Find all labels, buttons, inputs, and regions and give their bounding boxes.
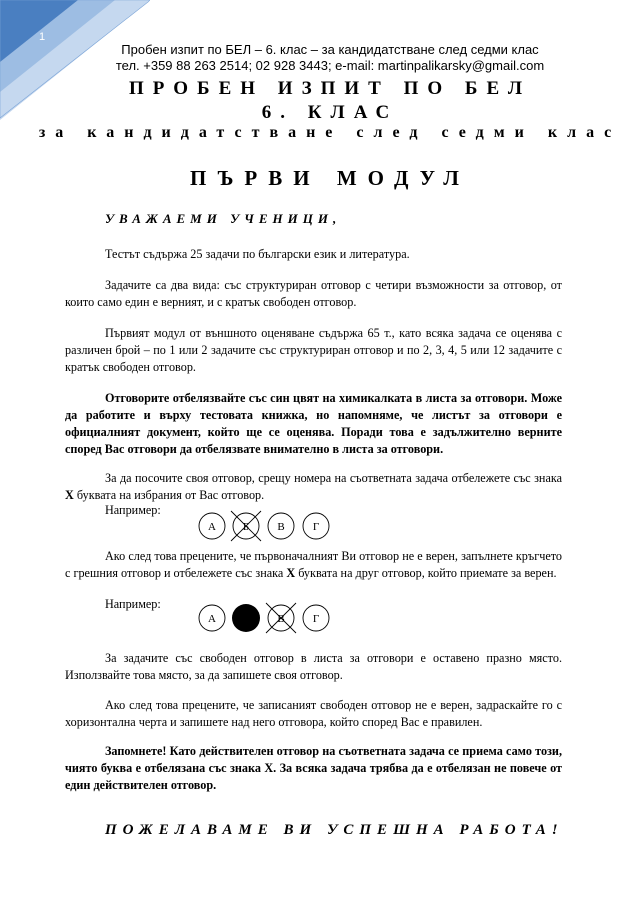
paragraph-scoring: Първият модул от външното оценяване съдържа 65 т., като всяка задача се оценява с различен брой – по 1 или 2 задачите със структуриран отговор и по 2, 3, 4, 5 или 12 задачите с кратък свободен отговор. xyxy=(65,326,562,374)
example-label-2: Например: xyxy=(105,597,161,611)
page-number: 1 xyxy=(39,31,46,43)
svg-text:Б: Б xyxy=(242,521,250,533)
paragraph-marking: За да посочите своя отговор, срещу номера на съответната задача отбележете със знака Х буквата на избрания от Вас отговор. xyxy=(65,471,562,502)
paragraph-intro: Тестът съдържа 25 задачи по български език и литература. xyxy=(105,247,410,261)
title-grade: 6. КЛАС xyxy=(261,102,399,123)
option-circle-v xyxy=(266,603,296,633)
title-exam: ПРОБЕН ИЗПИТ ПО БЕЛ xyxy=(128,78,532,99)
paragraph-task-types: Задачите са два вида: със структуриран отговор с четири възможности за отговор, от които само един е верният, и с кратък свободен отговор. xyxy=(65,278,562,309)
option-circle-a xyxy=(199,605,225,631)
svg-text:А: А xyxy=(208,521,216,533)
svg-text:Г: Г xyxy=(312,521,320,533)
option-circle-b-filled xyxy=(232,604,260,632)
option-circle-v xyxy=(268,513,294,539)
svg-text:Г: Г xyxy=(312,613,320,625)
header-line-contact: тел. +359 88 263 2514; 02 928 3443; e-mail: martinpalikarsky@gmail.com xyxy=(115,58,545,73)
option-circle-g xyxy=(303,605,329,631)
paragraph-correction: Ако след това прецените, че първоначалният Ви отговор не е верен, запълнете кръгчето с грешния отговор и отбележете със знака Х буквата на друг отговор, който приемате за верен. xyxy=(65,549,562,580)
example-label-1: Например: xyxy=(105,503,161,517)
paragraph-free-correction: Ако след това прецените, че записаният свободен отговор не е верен, задраскайте го с хоризонтална черта и запишете над него отговора, който според Вас е правилен. xyxy=(65,698,562,729)
paragraph-free-answer: За задачите със свободен отговор в листа за отговори е оставено празно място. Използвайте това място, за да запишете своя отговор. xyxy=(65,651,562,682)
paragraph-remember: Запомнете! Като действителен отговор на съответната задача се приема само този, чиято буква е отбелязана със знака Х. За всяка задача трябва да е отбелязан не повече от един действителен отговор. xyxy=(65,744,562,792)
option-circle-g xyxy=(303,513,329,539)
option-circle-b xyxy=(231,511,261,541)
example-options-marked xyxy=(195,509,335,543)
title-module: ПЪРВИ МОДУЛ xyxy=(190,166,470,190)
closing-wish: ПОЖЕЛАВАМЕ ВИ УСПЕШНА РАБОТА! xyxy=(105,822,564,838)
paragraph-answer-sheet: Отговорите отбелязвайте със син цвят на химикалката в листа за отговори. Може да работите и върху тестовата книжка, но напомняме, че листът за отговори е официалният документ, който ще се оценява. Поради това е задължително верните според Вас отговори да отбелязвате внимателно в листа за отговори. xyxy=(65,391,562,456)
svg-text:А: А xyxy=(208,613,216,625)
title-purpose: за кандидатстване след седми клас xyxy=(38,124,622,141)
example-options-corrected xyxy=(195,601,335,635)
greeting: УВАЖАЕМИ УЧЕНИЦИ, xyxy=(105,211,342,226)
svg-text:В: В xyxy=(277,521,285,533)
header-line-exam: Пробен изпит по БЕЛ – 6. клас – за кандидатстване след седми клас xyxy=(121,42,539,57)
option-circle-a xyxy=(199,513,225,539)
svg-text:В: В xyxy=(277,613,285,625)
